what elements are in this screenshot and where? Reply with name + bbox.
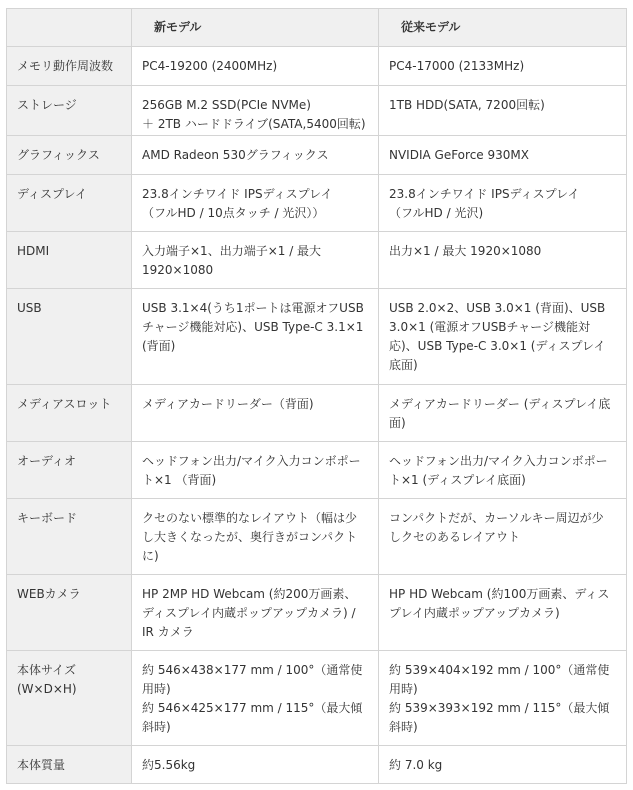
row-label: ストレージ (7, 86, 132, 136)
row-label: メモリ動作周波数 (7, 47, 132, 86)
row-label: 本体サイズ (W×D×H) (7, 651, 132, 746)
spec-comparison-table (6, 8, 627, 784)
row-label: メディアスロット (7, 385, 132, 442)
table-row (7, 47, 627, 86)
header-label-column (7, 9, 132, 47)
old-model-value: 23.8インチワイド IPSディスプレイ （フルHD / 光沢) (379, 175, 627, 232)
table-row (7, 86, 627, 136)
new-model-value: PC4-19200 (2400MHz) (132, 47, 379, 86)
header-old-model: 従来モデル (379, 9, 627, 47)
table-row (7, 289, 627, 385)
new-model-value: 23.8インチワイド IPSディスプレイ （フルHD / 10点タッチ / 光沢）） (132, 175, 379, 232)
new-model-value: メディアカードリーダー（背面) (132, 385, 379, 442)
row-label: オーディオ (7, 442, 132, 499)
new-model-value: クセのない標準的なレイアウト（幅は少 し大きくなったが、奥行きがコンパクト に) (132, 499, 379, 575)
table-row (7, 232, 627, 289)
new-model-value: ヘッドフォン出力/マイク入力コンボポー ト×1 （背面) (132, 442, 379, 499)
table-row (7, 746, 627, 784)
row-label: ディスプレイ (7, 175, 132, 232)
old-model-value: メディアカードリーダー (ディスプレイ底 面) (379, 385, 627, 442)
new-model-value: HP 2MP HD Webcam (約200万画素、 ディスプレイ内蔵ポップアップカメラ) / IR カメラ (132, 575, 379, 651)
row-label: 本体質量 (7, 746, 132, 784)
table-row (7, 651, 627, 746)
table-row (7, 575, 627, 651)
old-model-value: 1TB HDD(SATA, 7200回転) (379, 86, 627, 136)
new-model-value: 256GB M.2 SSD(PCIe NVMe) ＋ 2TB ハードドライブ(SATA,5400回転) (132, 86, 379, 136)
old-model-value: コンパクトだが、カーソルキー周辺が少 しクセのあるレイアウト (379, 499, 627, 575)
table-row (7, 442, 627, 499)
row-label: USB (7, 289, 132, 385)
new-model-value: USB 3.1×4(うち1ポートは電源オフUSB チャージ機能対応)、USB Type-C 3.1×1 (背面) (132, 289, 379, 385)
new-model-value: AMD Radeon 530グラフィックス (132, 136, 379, 175)
header-new-model: 新モデル (132, 9, 379, 47)
table-row (7, 385, 627, 442)
new-model-value: 約5.56kg (132, 746, 379, 784)
old-model-value: 出力×1 / 最大 1920×1080 (379, 232, 627, 289)
table-header-row (7, 9, 627, 47)
old-model-value: 約 7.0 kg (379, 746, 627, 784)
new-model-value: 約 546×438×177 mm / 100°（通常使 用時) 約 546×425×177 mm / 115°（最大傾 斜時) (132, 651, 379, 746)
old-model-value: ヘッドフォン出力/マイク入力コンボポー ト×1 (ディスプレイ底面) (379, 442, 627, 499)
row-label: HDMI (7, 232, 132, 289)
table-row (7, 136, 627, 175)
old-model-value: USB 2.0×2、USB 3.0×1 (背面)、USB 3.0×1 (電源オフUSBチャージ機能対 応)、USB Type-C 3.0×1 (ディスプレイ 底面) (379, 289, 627, 385)
new-model-value: 入力端子×1、出力端子×1 / 最大 1920×1080 (132, 232, 379, 289)
row-label: グラフィックス (7, 136, 132, 175)
row-label: キーボード (7, 499, 132, 575)
table-row (7, 175, 627, 232)
row-label: WEBカメラ (7, 575, 132, 651)
old-model-value: NVIDIA GeForce 930MX (379, 136, 627, 175)
old-model-value: HP HD Webcam (約100万画素、ディス プレイ内蔵ポップアップカメラ) (379, 575, 627, 651)
old-model-value: PC4-17000 (2133MHz) (379, 47, 627, 86)
old-model-value: 約 539×404×192 mm / 100°（通常使 用時) 約 539×393×192 mm / 115°（最大傾 斜時) (379, 651, 627, 746)
table-row (7, 499, 627, 575)
